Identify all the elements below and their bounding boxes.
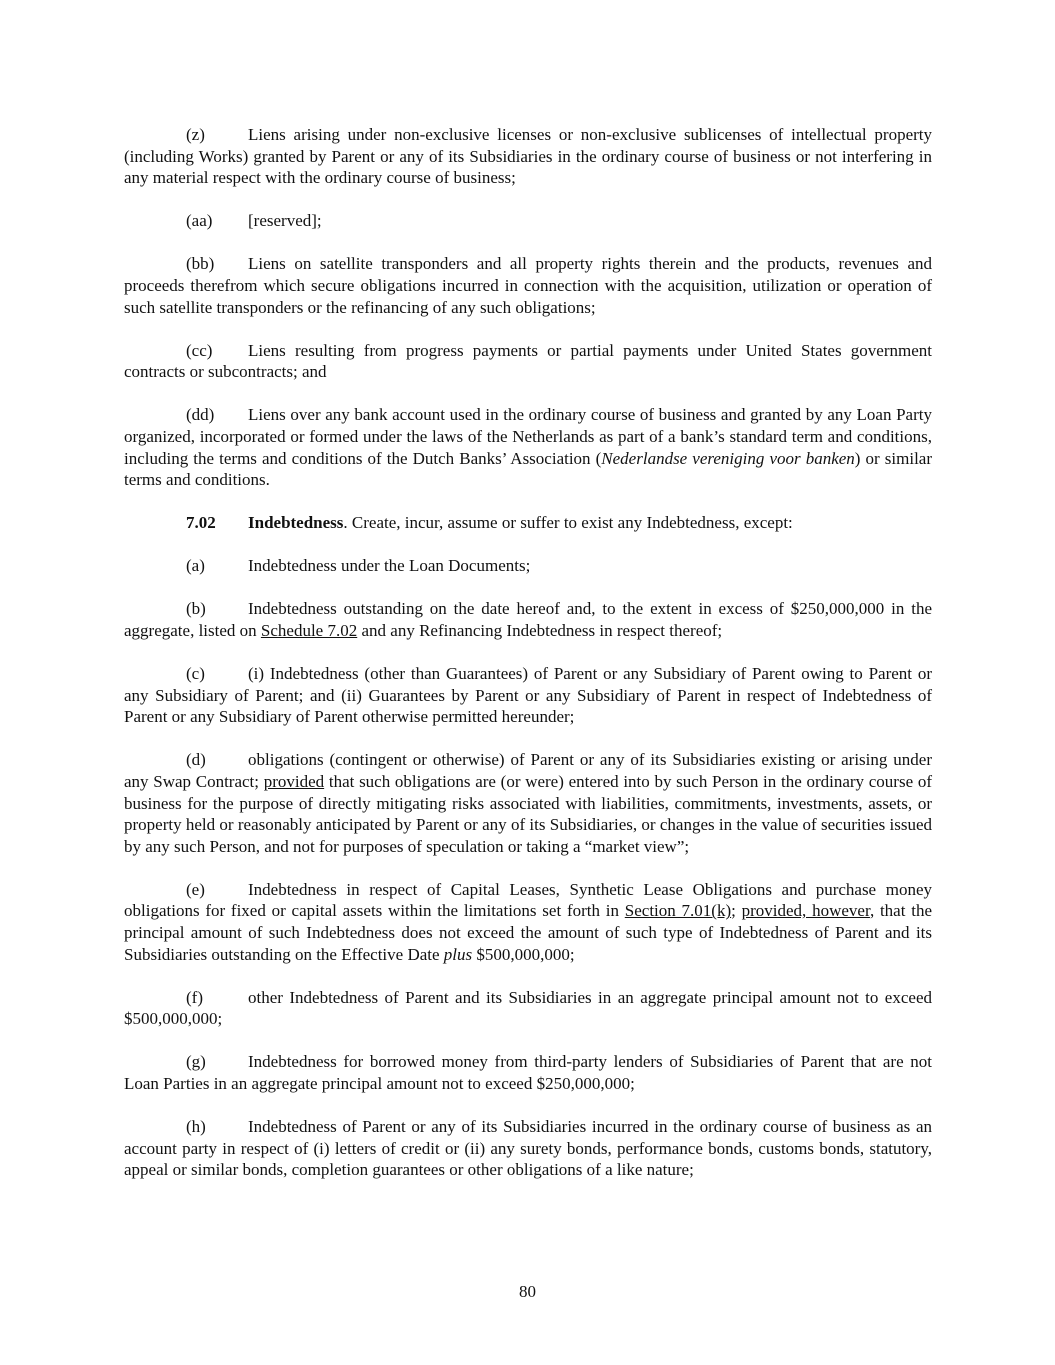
paragraph-label: (b) — [186, 599, 206, 619]
paragraph-text: $500,000,000; — [472, 944, 575, 964]
paragraph-d — [124, 749, 932, 857]
paragraph-a — [124, 555, 932, 577]
paragraph-f — [124, 987, 932, 1030]
underlined-term: provided, however — [741, 901, 870, 921]
paragraph-c — [124, 663, 932, 728]
paragraph-text: that such obligations are (or were) entered into by such Person in the ordinary course of business for the purpose of directly mitigating risks associated with liabilities, commitments, investments, assets, or property held or reasonably anticipated by Parent or any of its Subsidiaries, or changes in the value of securities issued by any such Person, and not for purposes of speculation or taking a “market view”; — [124, 771, 932, 856]
paragraph-e — [124, 879, 932, 965]
paragraph-text: Liens arising under non-exclusive licenses or non-exclusive sublicenses of intellectual property (including Works) granted by Parent or any of its Subsidiaries in the ordinary course of business or not interfering in any material respect with the ordinary course of business; — [124, 125, 932, 188]
paragraph-text: Liens on satellite transponders and all property rights therein and the products, revenues and proceeds therefrom which secure obligations incurred in connection with the acquisition, utilization or operation of such satellite transponders or the refinancing of any such obligations; — [124, 254, 932, 317]
paragraph-text: Indebtedness outstanding on the date hereof and, to the extent in excess of $250,000,000 in the aggregate, listed on — [124, 599, 932, 640]
document-body — [124, 124, 932, 1202]
paragraph-label: (c) — [186, 664, 205, 684]
paragraph-cc — [124, 340, 932, 383]
section-title: Indebtedness — [248, 513, 344, 533]
paragraph-text: other Indebtedness of Parent and its Subsidiaries in an aggregate principal amount not to exceed $500,000,000; — [124, 987, 932, 1029]
paragraph-text: Indebtedness in respect of Capital Leases, Synthetic Lease Obligations and purchase money obligations for fixed or capital assets within the limitations set forth in — [124, 879, 932, 921]
paragraph-text: ) or similar terms and conditions. — [124, 448, 932, 490]
paragraph-label: (aa) — [186, 211, 213, 231]
italic-term: Nederlandse vereniging voor banken — [601, 448, 855, 468]
paragraph-text: (i) Indebtedness (other than Guarantees) of Parent or any Subsidiary of Parent owing to Parent or any Subsidiary of Parent; and (ii) Guarantees by Parent or any Subsidiary of Parent in respect of Indebtedness of Parent or any Subsidiary of Parent otherwise permitted hereunder; — [124, 664, 932, 727]
paragraph-dd — [124, 404, 932, 490]
paragraph-label: (z) — [186, 125, 205, 144]
schedule-reference-link[interactable]: Schedule 7.02 — [260, 621, 358, 640]
paragraph-text: and any Refinancing Indebtedness in respect thereof; — [357, 621, 723, 640]
section-reference-link[interactable]: Section 7.01(k) — [624, 901, 732, 921]
paragraph-text: Indebtedness under the Loan Documents; — [248, 556, 531, 576]
paragraph-text: Liens over any bank account used in the ordinary course of business and granted by any Loan Party organized, incorporated or formed under the laws of the Netherlands as part of a bank’s standard term and conditions, including the terms and conditions of the Dutch Banks’ Association ( — [124, 405, 932, 468]
paragraph-label: (f) — [186, 987, 203, 1007]
paragraph-z — [124, 124, 932, 189]
italic-term: plus — [443, 944, 473, 964]
underlined-term: provided — [263, 771, 325, 791]
paragraph-text: ; — [731, 901, 742, 921]
paragraph-text: , that the principal amount of such Indebtedness does not exceed the amount of such type of Indebtedness of Parent and its Subsidiaries outstanding on the Effective Date — [124, 901, 932, 964]
paragraph-text: [reserved]; — [248, 211, 322, 231]
paragraph-b — [124, 598, 932, 641]
paragraph-label: (a) — [186, 556, 205, 576]
paragraph-text: Indebtedness of Parent or any of its Subsidiaries incurred in the ordinary course of business as an account party in respect of (i) letters of credit or (ii) any surety bonds, performance bonds, customs bonds, statutory, appeal or similar bonds, completion guarantees or other obligations of a like nature; — [124, 1117, 932, 1180]
paragraph-text: . Create, incur, assume or suffer to exist any Indebtedness, except: — [343, 513, 793, 533]
paragraph-text: Indebtedness for borrowed money from third-party lenders of Subsidiaries of Parent that are not Loan Parties in an aggregate principal amount not to exceed $250,000,000; — [124, 1052, 932, 1093]
paragraph-g — [124, 1051, 932, 1094]
paragraph-label: (dd) — [186, 405, 215, 425]
paragraph-label: (e) — [186, 879, 205, 899]
paragraph-label: (g) — [186, 1052, 206, 1072]
section-number: 7.02 — [186, 513, 216, 533]
paragraph-label: (cc) — [186, 340, 213, 360]
paragraph-bb — [124, 253, 932, 318]
paragraph-h — [124, 1116, 932, 1181]
section-7-02-heading — [124, 512, 932, 534]
paragraph-label: (bb) — [186, 254, 215, 274]
paragraph-text: obligations (contingent or otherwise) of Parent or any of its Subsidiaries existing or arising under any Swap Contract; — [124, 750, 932, 791]
paragraph-aa — [124, 210, 932, 232]
paragraph-label: (h) — [186, 1117, 206, 1137]
paragraph-text: Liens resulting from progress payments or partial payments under United States government contracts or subcontracts; and — [124, 340, 932, 382]
paragraph-label: (d) — [186, 750, 206, 770]
page-number: 80 — [519, 1282, 536, 1301]
